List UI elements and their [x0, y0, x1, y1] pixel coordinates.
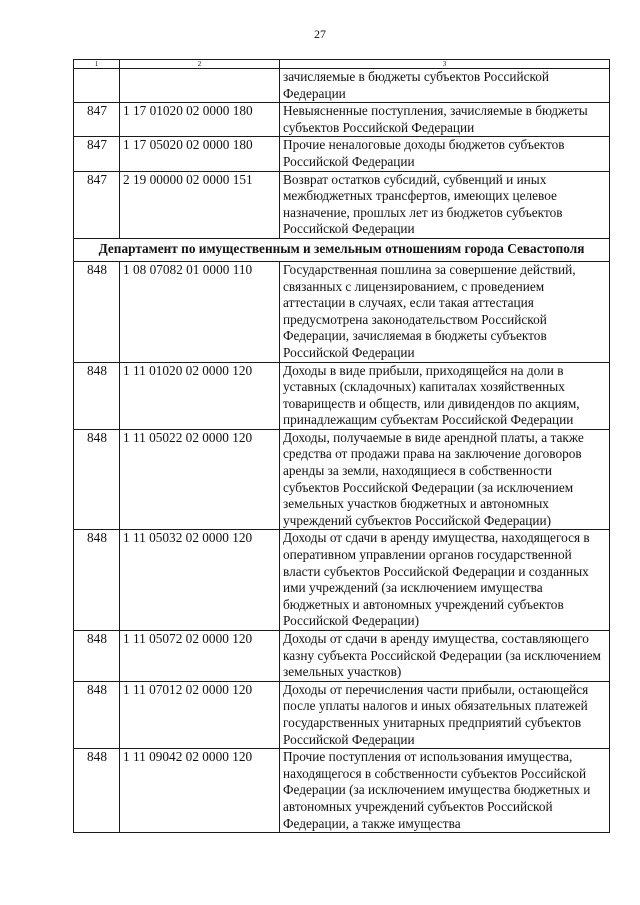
chapter-cell: 847 — [74, 137, 120, 171]
table-row — [74, 681, 610, 748]
code-cell: 1 11 05032 02 0000 120 — [120, 530, 280, 631]
table-row — [74, 631, 610, 682]
chapter-cell: 847 — [74, 103, 120, 137]
table-row — [74, 429, 610, 530]
code-cell: 1 17 01020 02 0000 180 — [120, 103, 280, 137]
chapter-cell: 848 — [74, 749, 120, 833]
code-cell: 1 11 07012 02 0000 120 — [120, 681, 280, 748]
revenue-codes-table — [73, 59, 610, 833]
table-row-continued — [74, 69, 610, 103]
code-cell: 1 11 05022 02 0000 120 — [120, 429, 280, 530]
table-header-row — [74, 60, 610, 69]
code-cell: 1 08 07082 01 0000 110 — [120, 261, 280, 362]
name-cell: Доходы, получаемые в виде арендной платы, а также средства от продажи права на заключение договоров аренды за земли, находящиеся в собственности субъектов Российской Федерации (за исключением земельных участков бюджетных и автономных учреждений субъектов Российской Федерации) — [280, 429, 610, 530]
name-cell: Доходы от перечисления части прибыли, остающейся после уплаты налогов и иных обязательных платежей государственных унитарных предприятий субъектов Российской Федерации — [280, 681, 610, 748]
chapter-cell: 848 — [74, 681, 120, 748]
code-cell — [120, 69, 280, 103]
code-cell: 1 11 05072 02 0000 120 — [120, 631, 280, 682]
code-cell: 2 19 00000 02 0000 151 — [120, 171, 280, 238]
column-header-3: 3 — [280, 60, 610, 69]
page-number: 27 — [314, 27, 326, 41]
chapter-cell: 848 — [74, 429, 120, 530]
table-row — [74, 137, 610, 171]
department-heading-row — [74, 238, 610, 261]
column-header-2: 2 — [120, 60, 280, 69]
table-row — [74, 171, 610, 238]
name-cell: Прочие неналоговые доходы бюджетов субъектов Российской Федерации — [280, 137, 610, 171]
chapter-cell: 848 — [74, 530, 120, 631]
chapter-cell: 848 — [74, 631, 120, 682]
name-cell: Государственная пошлина за совершение действий, связанных с лицензированием, с проведением аттестации в случаях, если такая аттестация предусмотрена законодательством Российской Федерации, зачисляемая в бюджеты субъектов Российской Федерации — [280, 261, 610, 362]
name-cell: зачисляемые в бюджеты субъектов Российской Федерации — [280, 69, 610, 103]
name-cell: Невыясненные поступления, зачисляемые в бюджеты субъектов Российской Федерации — [280, 103, 610, 137]
name-cell: Доходы от сдачи в аренду имущества, находящегося в оперативном управлении органов государственной власти субъектов Российской Федерации и созданных ими учреждений (за исключением имущества бюджетных и автономных учреждений субъектов Российской Федерации) — [280, 530, 610, 631]
name-cell: Доходы от сдачи в аренду имущества, составляющего казну субъекта Российской Федерации (за исключением земельных участков) — [280, 631, 610, 682]
chapter-cell — [74, 69, 120, 103]
name-cell: Доходы в виде прибыли, приходящейся на доли в уставных (складочных) капиталах хозяйственных товариществ и обществ, или дивидендов по акциям, принадлежащим субъектам Российской Федерации — [280, 362, 610, 429]
code-cell: 1 17 05020 02 0000 180 — [120, 137, 280, 171]
chapter-cell: 848 — [74, 362, 120, 429]
chapter-cell: 848 — [74, 261, 120, 362]
table-row — [74, 362, 610, 429]
column-header-1: 1 — [74, 60, 120, 69]
name-cell: Прочие поступления от использования имущества, находящегося в собственности субъектов Российской Федерации (за исключением имущества бюджетных и автономных учреждений субъектов Российской Федерации, а также имущества — [280, 749, 610, 833]
table-row — [74, 530, 610, 631]
table-row — [74, 749, 610, 833]
table-row — [74, 103, 610, 137]
code-cell: 1 11 09042 02 0000 120 — [120, 749, 280, 833]
chapter-cell: 847 — [74, 171, 120, 238]
department-heading: Департамент по имущественным и земельным отношениям города Севастополя — [74, 238, 610, 261]
name-cell: Возврат остатков субсидий, субвенций и иных межбюджетных трансфертов, имеющих целевое назначение, прошлых лет из бюджетов субъектов Российской Федерации — [280, 171, 610, 238]
code-cell: 1 11 01020 02 0000 120 — [120, 362, 280, 429]
table-row — [74, 261, 610, 362]
